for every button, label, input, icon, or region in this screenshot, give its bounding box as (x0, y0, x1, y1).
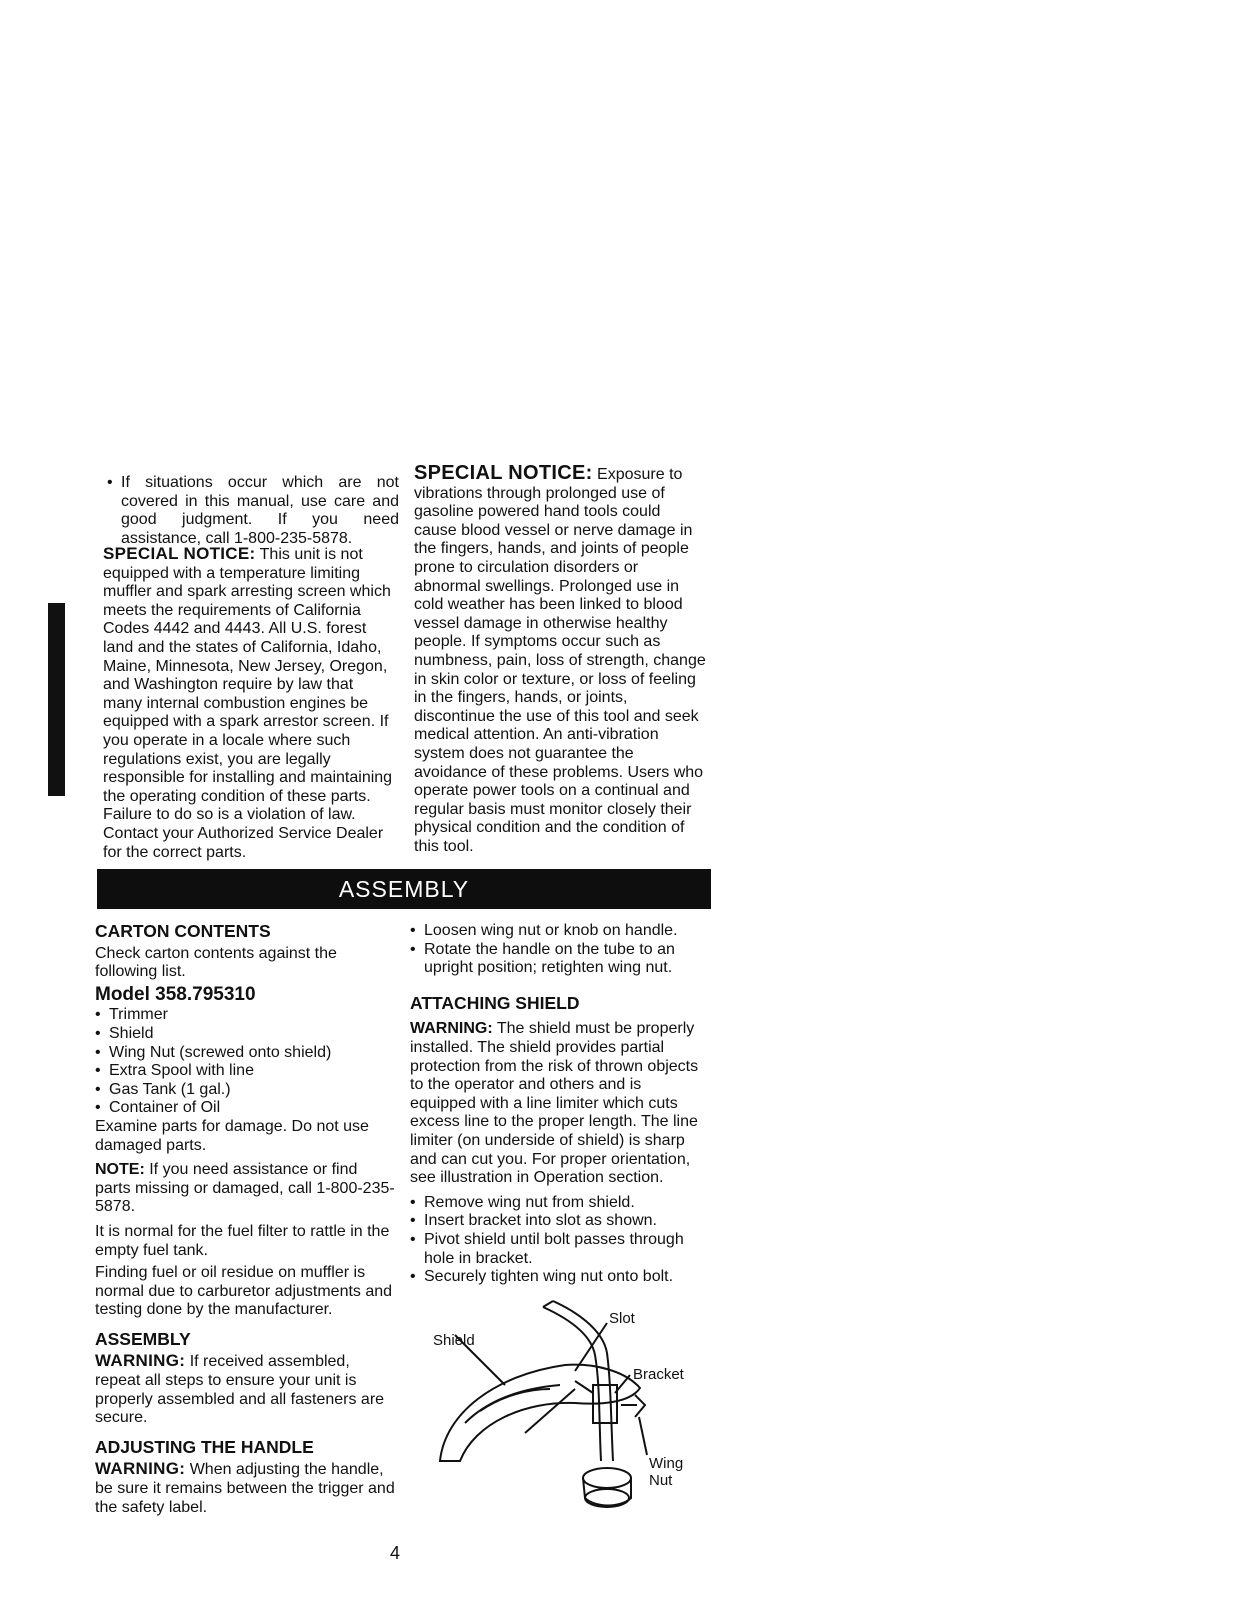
residue-text: Finding fuel or oil residue on muffler is normal due to carburetor adjustments and testing done by the manufacturer. (95, 1264, 393, 1319)
attaching-shield-heading: ATTACHING SHIELD (410, 992, 580, 1013)
list-item: • Loosen wing nut or knob on handle. (410, 922, 678, 939)
special-notice-right-label: SPECIAL NOTICE: (414, 462, 593, 484)
trimmer-shaft-line (553, 1301, 613, 1461)
list-item: • Securely tighten wing nut onto bolt. (410, 1268, 674, 1286)
special-notice-right-text: Exposure to vibrations through prolonged use of gasoline powered hand tools could cause blood vessel or nerve damage in the fingers, hands, and joints of people prone to circulation disorders or abnormal swellings. Prolonged use in cold weather has been linked to blood vessel damage in otherwise healthy people. If symptoms occur such as numbness, pain, loss of strength, change in skin color or texture, or loss of feeling in the fingers, hands, or joints, discontinue the use of this tool and seek medical attention. An anti-vibration system does not guarantee the avoidance of these problems. Users who operate power tools on a continual and regular basis must monitor closely their physical condition and the condition of this tool. (414, 466, 706, 855)
list-item: • Gas Tank (1 gal.) (95, 1080, 231, 1098)
special-notice-left (103, 545, 393, 862)
note-label: NOTE: (95, 1161, 145, 1179)
list-item: • Wing Nut (screwed onto shield) (95, 1043, 332, 1061)
note-text: If you need assistance or find parts missing or damaged, call 1-800-235-5878. (95, 1161, 395, 1216)
list-item: • Pivot shield until bolt passes through hole in bracket. (410, 1230, 684, 1267)
handle-warning (95, 1460, 395, 1517)
intro-bullet-text: If situations occur which are not covered in this manual, use care and good judgment. If you need assistance, call 1-800-235-5878. (121, 474, 399, 547)
intro-bullet (107, 474, 399, 548)
diagram-label-slot: Slot (609, 1310, 635, 1327)
section-tab-marker (48, 603, 65, 796)
special-notice-right (414, 464, 706, 856)
special-notice-left-text: This unit is not equipped with a temperature limiting muffler and spark arresting screen which meets the requirements of California Codes 4442 and 4443. All U.S. forest land and the states of California, Idaho, Maine, Minnesota, New Jersey, Oregon, and Washington require by law that many internal combustion engines be equipped with a spark arrestor screen. If you operate in a locale where such regulations exist, you are legally responsible for installing and maintaining the operating condition of these parts. Failure to do so is a violation of law. Contact your Authorized Service Dealer for the correct parts. (103, 546, 393, 861)
list-item: • Rotate the handle on the tube to an upright position; retighten wing nut. (410, 940, 675, 977)
handle-warning-text: When adjusting the handle, be sure it remains between the trigger and the safety label. (95, 1461, 395, 1516)
diagram-label-nut: Nut (649, 1472, 673, 1489)
list-item: • Extra Spool with line (95, 1062, 254, 1080)
shield-warning (410, 1020, 706, 1187)
carton-contents-intro: Check carton contents against the following list. (95, 944, 337, 981)
diagram-label-shield: Shield (433, 1332, 475, 1349)
handle-warning-label: WARNING: (95, 1459, 186, 1479)
spool-head (583, 1468, 631, 1488)
assembly-warning-label: WARNING: (95, 1351, 186, 1371)
label-leader-line (639, 1417, 647, 1455)
handle-steps-and-shield (410, 922, 706, 1287)
bullet-dot: • (107, 474, 113, 491)
list-item: • Shield (95, 1024, 154, 1042)
assembly-warning (95, 1352, 395, 1427)
list-item: • Trimmer (95, 1006, 168, 1024)
shield-warning-text: The shield must be properly installed. The shield provides partial protection from the risk of thrown objects to the operator and others and is equipped with a line limiter which cuts excess line to the proper length. The line limiter (on underside of shield) is sharp and can cut you. For proper orientation, see illustration in Operation section. (410, 1020, 699, 1187)
carton-contents-section (95, 922, 395, 1517)
diagram-label-bracket: Bracket (633, 1366, 684, 1383)
model-number: Model 358.795310 (95, 983, 256, 1005)
carton-items-list (95, 1006, 395, 1118)
examine-parts-text: Examine parts for damage. Do not use damaged parts. (95, 1117, 369, 1154)
carton-contents-heading: CARTON CONTENTS (95, 921, 271, 941)
special-notice-left-label: SPECIAL NOTICE: (103, 544, 256, 563)
assembly-heading: ASSEMBLY (95, 1328, 191, 1349)
assembly-warning-text: If received assembled, repeat all steps to ensure your unit is properly assembled and all fasteners are secure. (95, 1353, 385, 1427)
shield-assembly-diagram (425, 1293, 705, 1528)
shield-warning-label: WARNING: (410, 1020, 493, 1038)
handle-steps-list (410, 922, 706, 978)
fuel-filter-text: It is normal for the fuel filter to rattle in the empty fuel tank. (95, 1222, 390, 1259)
note-paragraph (95, 1161, 395, 1217)
assembly-banner: ASSEMBLY (97, 869, 711, 909)
page-number: 4 (390, 1543, 401, 1563)
list-item: • Container of Oil (95, 1099, 221, 1117)
diagram-label-wing: Wing (649, 1455, 684, 1472)
list-item: • Insert bracket into slot as shown. (410, 1212, 657, 1230)
adjusting-handle-heading: ADJUSTING THE HANDLE (95, 1436, 314, 1457)
shield-steps-list (410, 1194, 706, 1287)
list-item: • Remove wing nut from shield. (410, 1193, 635, 1211)
